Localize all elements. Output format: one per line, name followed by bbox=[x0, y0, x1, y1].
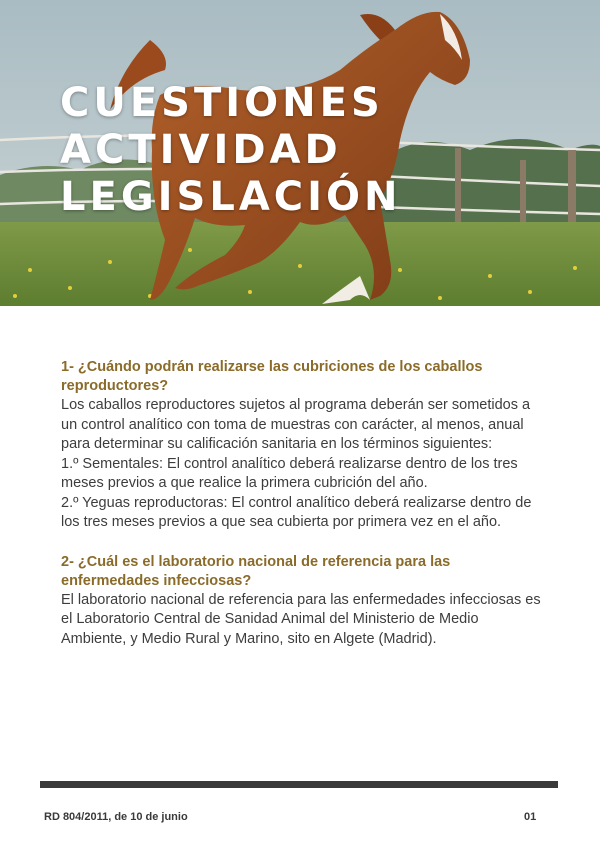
question-block bbox=[61, 358, 546, 533]
question-heading: 2- ¿Cuál es el laboratorio nacional de referencia para las enfermedades infecciosas? bbox=[61, 553, 451, 589]
question-heading: 1- ¿Cuándo podrán realizarse las cubriciones de los caballos reproductores? bbox=[61, 359, 483, 394]
questions-section bbox=[61, 358, 546, 649]
page-number: 01 bbox=[524, 811, 537, 823]
footer-reference: RD 804/2011, de 10 de junio bbox=[44, 811, 188, 823]
footer-divider bbox=[40, 781, 558, 788]
title-line: ACTIVIDAD bbox=[60, 127, 342, 173]
answer-paragraph: 2.º Yeguas reproductoras: El control analítico deberá realizarse dentro de los tres meses previos a que sea cubierta por primera vez en el año. bbox=[61, 494, 532, 530]
answer-paragraph: Los caballos reproductores sujetos al programa deberán ser sometidos a un control analítico con toma de muestras con carácter, al menos, anual para determinar su calificación sanitaria en los términos siguientes: bbox=[61, 397, 531, 452]
question-block bbox=[61, 553, 546, 650]
title-line: CUESTIONES bbox=[60, 80, 384, 126]
title-line: LEGISLACIÓN bbox=[60, 174, 402, 220]
answer-paragraph: El laboratorio nacional de referencia para las enfermedades infecciosas es el Laboratorio Central de Sanidad Animal del Ministerio de Medio Ambiente, y Medio Rural y Marino, sito en Algete (Madrid). bbox=[61, 591, 541, 647]
answer-paragraph: 1.º Sementales: El control analítico deberá realizarse dentro de los tres meses previos a que realice la primera cubrición del año. bbox=[61, 455, 518, 491]
page-title bbox=[60, 80, 402, 221]
hero-banner bbox=[0, 0, 600, 306]
